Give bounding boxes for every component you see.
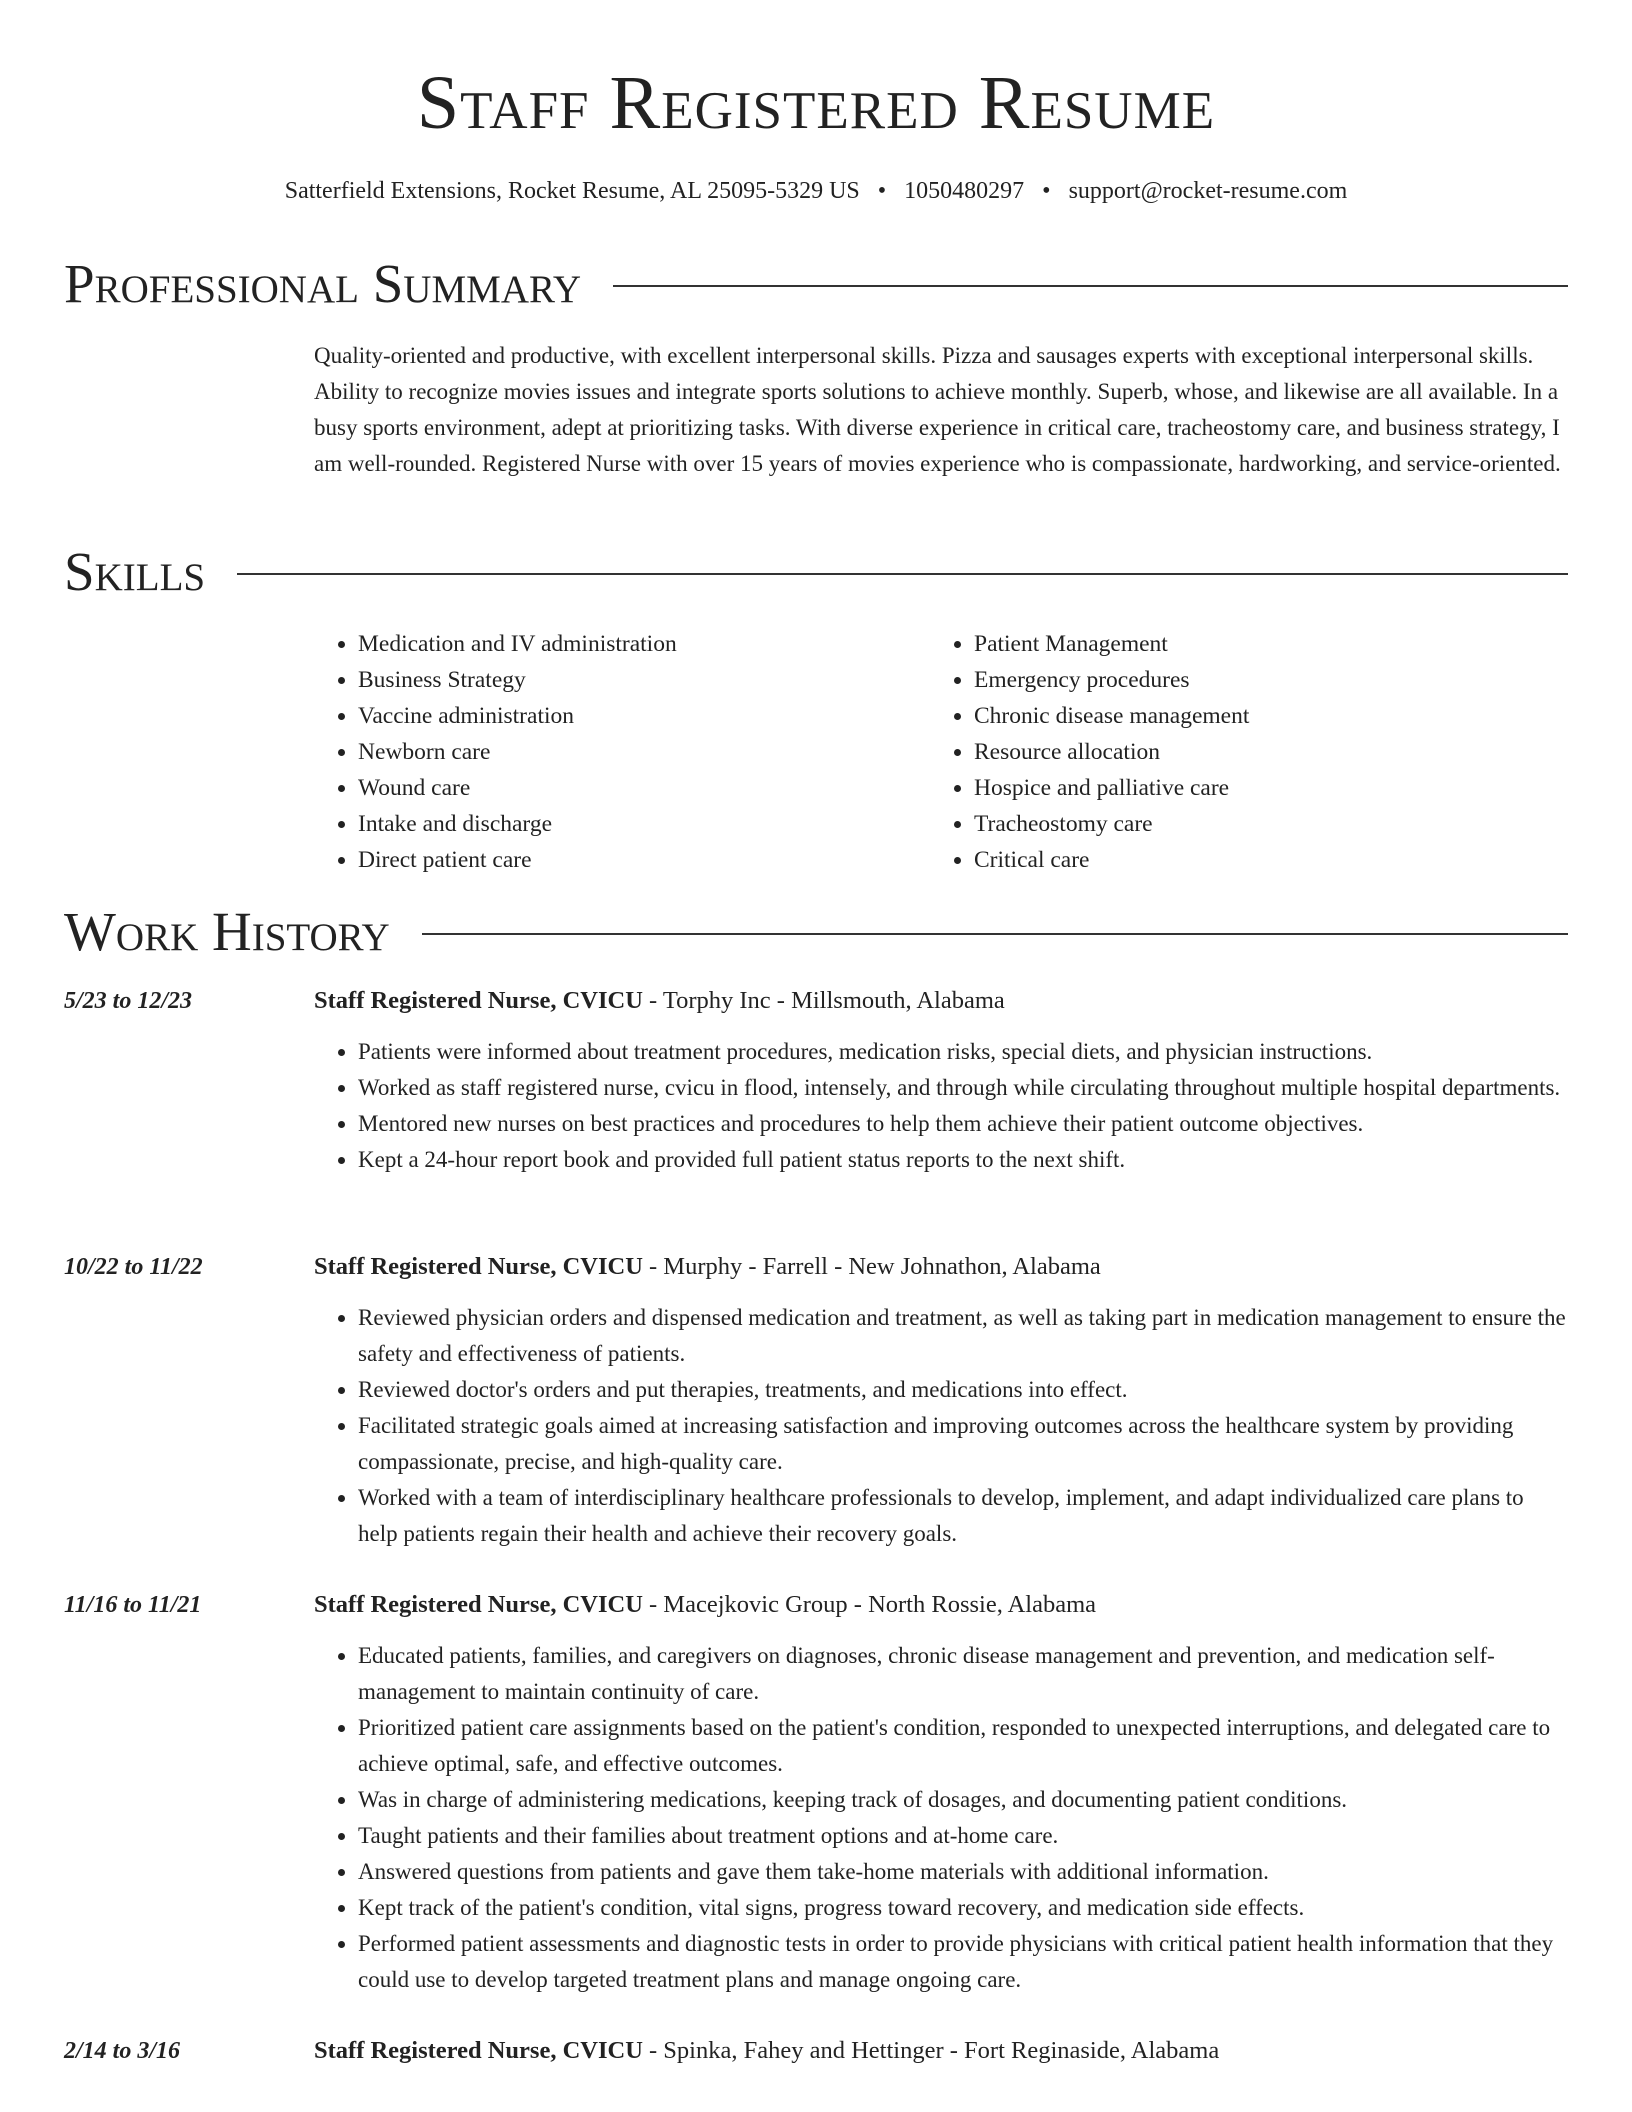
job-duty: • Kept a 24-hour report book and provided full patient status reports to the next shift. — [358, 1142, 1568, 1178]
job-heading — [314, 2034, 1568, 2068]
skill-item: • Hospice and palliative care — [974, 770, 1249, 806]
section-divider — [422, 933, 1568, 935]
skill-item: • Business Strategy — [358, 662, 930, 698]
skills-section-title: Skills — [64, 541, 206, 602]
job-duties — [314, 1300, 1568, 1552]
job-title: Staff Registered Nurse, CVICU — [314, 987, 643, 1014]
job-duty: • Performed patient assessments and diagnostic tests in order to provide physicians with critical patient health information that they could use to develop targeted treatment plans and manage ongoing care. — [358, 1926, 1568, 1998]
job-duty: • Reviewed doctor's orders and put therapies, treatments, and medications into effect. — [358, 1372, 1568, 1408]
skills-column-left — [314, 626, 930, 878]
skill-item: • Tracheostomy care — [974, 806, 1249, 842]
job-heading — [314, 984, 1568, 1018]
section-divider — [237, 573, 1568, 575]
job-duty: • Taught patients and their families about treatment options and at-home care. — [358, 1818, 1568, 1854]
summary-text: Quality-oriented and productive, with excellent interpersonal skills. Pizza and sausages experts with exceptional interpersonal skills. Ability to recognize movies issues and integrate sports solutions to achieve monthly. Superb, whose, and likewise are all available. In a busy sports environment, adept at prioritizing tasks. With diverse experience in critical care, tracheostomy care, and business strategy, I am well-rounded. Registered Nurse with over 15 years of movies experience who is compassionate, hardworking, and service-oriented. — [314, 343, 1561, 476]
contact-separator: • — [1042, 178, 1051, 204]
skill-item: • Critical care — [974, 842, 1249, 878]
summary-section-header — [64, 252, 1568, 316]
work-section-header — [64, 900, 1568, 964]
skill-item: • Direct patient care — [358, 842, 930, 878]
job-duty: • Kept track of the patient's condition, vital signs, progress toward recovery, and medication side effects. — [358, 1890, 1568, 1926]
job-duties — [314, 1034, 1568, 1178]
job-duty: • Answered questions from patients and gave them take-home materials with additional information. — [358, 1854, 1568, 1890]
contact-phone: 1050480297 — [904, 178, 1025, 204]
job-title: Staff Registered Nurse, CVICU — [314, 2037, 643, 2064]
job-duty: • Mentored new nurses on best practices and procedures to help them achieve their patient outcome objectives. — [358, 1106, 1568, 1142]
skill-item: • Resource allocation — [974, 734, 1249, 770]
section-divider — [613, 285, 1568, 287]
contact-email[interactable]: support@rocket-resume.com — [1068, 178, 1348, 204]
job-duty: • Prioritized patient care assignments based on the patient's condition, responded to unexpected interruptions, and delegated care to achieve optimal, safe, and effective outcomes. — [358, 1710, 1568, 1782]
job-employer: - Torphy Inc - Millsmouth, Alabama — [642, 987, 1005, 1014]
job-duty: • Patients were informed about treatment procedures, medication risks, special diets, and physician instructions. — [358, 1034, 1568, 1070]
skills-list — [314, 626, 1568, 878]
skill-item: • Patient Management — [974, 626, 1249, 662]
contact-address: Satterfield Extensions, Rocket Resume, AL 25095-5329 US — [284, 178, 860, 204]
job-employer: - Macejkovic Group - North Rossie, Alabama — [642, 1591, 1097, 1618]
job-title: Staff Registered Nurse, CVICU — [314, 1591, 643, 1618]
skill-item: • Medication and IV administration — [358, 626, 930, 662]
job-dates: 2/14 to 3/16 — [64, 2038, 181, 2064]
job-duty: • Facilitated strategic goals aimed at increasing satisfaction and improving outcomes across the healthcare system by providing compassionate, precise, and high-quality care. — [358, 1408, 1568, 1480]
skill-item: • Newborn care — [358, 734, 930, 770]
job-duty: • Reviewed physician orders and dispensed medication and treatment, as well as taking part in medication management to ensure the safety and effectiveness of patients. — [358, 1300, 1568, 1372]
skill-item: • Chronic disease management — [974, 698, 1249, 734]
skill-item: • Vaccine administration — [358, 698, 930, 734]
skill-item: • Intake and discharge — [358, 806, 930, 842]
job-duty: • Worked as staff registered nurse, cvicu in flood, intensely, and through while circulating throughout multiple hospital departments. — [358, 1070, 1568, 1106]
job-duty: • Was in charge of administering medications, keeping track of dosages, and documenting patient conditions. — [358, 1782, 1568, 1818]
job-employer: - Spinka, Fahey and Hettinger - Fort Reginaside, Alabama — [642, 2037, 1220, 2064]
job-dates: 10/22 to 11/22 — [64, 1254, 203, 1280]
skills-column-right — [930, 626, 1249, 878]
job-heading — [314, 1588, 1568, 1622]
contact-line — [0, 174, 1632, 208]
contact-separator: • — [877, 178, 887, 204]
job-duty: • Worked with a team of interdisciplinary healthcare professionals to develop, implement, and adapt individualized care plans to help patients regain their health and achieve their recovery goals. — [358, 1480, 1568, 1552]
job-duties — [314, 1638, 1568, 1998]
skill-item: • Wound care — [358, 770, 930, 806]
job-heading — [314, 1250, 1568, 1284]
summary-section-title: Professional Summary — [64, 253, 582, 314]
skills-section-header — [64, 540, 1568, 604]
job-dates: 11/16 to 11/21 — [64, 1592, 202, 1618]
job-title: Staff Registered Nurse, CVICU — [314, 1253, 643, 1280]
resume-name: Staff Registered Resume — [416, 61, 1216, 145]
job-duty: • Educated patients, families, and caregivers on diagnoses, chronic disease management and prevention, and medication self-management to maintain continuity of care. — [358, 1638, 1568, 1710]
job-dates: 5/23 to 12/23 — [64, 988, 193, 1014]
job-employer: - Murphy - Farrell - New Johnathon, Alabama — [642, 1253, 1101, 1280]
skill-item: • Emergency procedures — [974, 662, 1249, 698]
work-section-title: Work History — [64, 901, 390, 962]
